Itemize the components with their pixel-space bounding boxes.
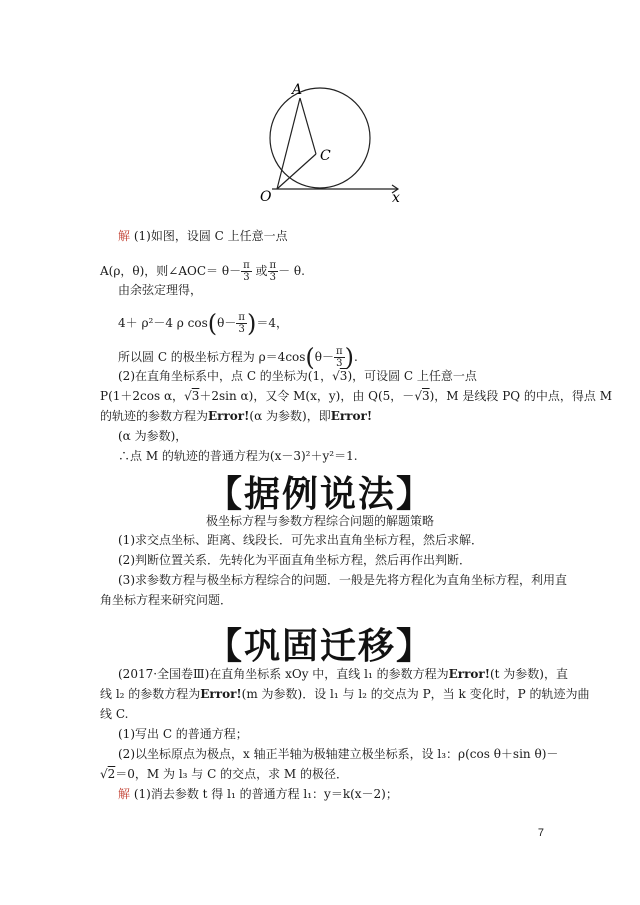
answer-line-1: 解 (1)消去参数 t 得 l₁ 的普通方程 l₁：y＝k(x－2)； — [118, 787, 398, 801]
solution-line-9: (α 为参数)， — [118, 429, 188, 443]
problem-question-1: (1)写出 C 的普通方程； — [118, 727, 248, 741]
problem-line-2: 线 l₂ 的参数方程为Error!(m 为参数)．设 l₁ 与 l₂ 的交点为 P，当 k 变化时，P 的轨迹为曲 — [100, 687, 590, 701]
problem-question-2-cont: √2＝0，M 为 l₃ 与 C 的交点，求 M 的极径． — [100, 767, 349, 781]
label-C: C — [320, 148, 331, 164]
strategy-title: 极坐标方程与参数方程综合问题的解题策略 — [205, 514, 434, 528]
problem-question-2: (2)以坐标原点为极点，x 轴正半轴为极轴建立极坐标系，设 l₃：ρ(cos θ＋sin θ)－ — [118, 747, 559, 761]
circle — [270, 88, 370, 188]
strategy-point-3-cont: 角坐标方程来研究问题． — [100, 593, 233, 607]
strategy-point-2: (2)判断位置关系．先转化为平面直角坐标方程，然后再作出判断． — [118, 553, 472, 567]
solution-line-8: 的轨迹的参数方程为Error!(α 为参数)，即Error! — [100, 409, 373, 423]
problem-line-1: (2017·全国卷Ⅲ)在直角坐标系 xOy 中，直线 l₁ 的参数方程为Error!(t 为参数)，直 — [118, 667, 568, 681]
solution-line-1: 解 (1)如图，设圆 C 上任意一点 — [118, 229, 288, 243]
label-O: O — [260, 189, 272, 205]
solution-line-7: P(1＋2cos α，√3＋2sin α)，又令 M(x，y)，由 Q(5，－√3)，M 是线段 PQ 的中点，得点 M — [100, 389, 613, 403]
answer-tag: 解 — [118, 787, 131, 801]
page-number: 7 — [537, 827, 544, 839]
strategy-point-3: (3)求参数方程与极坐标方程综合的问题．一般是先将方程化为直角坐标方程，利用直 — [118, 573, 568, 587]
solution-tag: 解 — [118, 229, 131, 243]
label-A: A — [292, 82, 303, 98]
banner-examples: 【据例说法】 — [205, 474, 434, 515]
solution-line-10: ∴点 M 的轨迹的普通方程为(x－3)²＋y²＝1. — [118, 449, 358, 463]
circle-diagram — [250, 76, 420, 216]
solution-line-3: 由余弦定理得， — [118, 283, 203, 297]
solution-line-2: A(ρ，θ)，则∠AOC＝ θ－ $\frac{\pi}{3}$ 或 $\frac{\pi}{3}$ － θ. — [100, 260, 305, 283]
label-x: x — [392, 190, 400, 206]
banner-consolidation: 【巩固迁移】 — [205, 626, 434, 667]
segment-OA — [277, 98, 300, 189]
problem-line-3: 线 C. — [100, 707, 129, 721]
solution-line-4: 4＋ ρ²－4 ρ cos(θ－ $\frac{\pi}{3}$ )＝4， — [118, 309, 288, 338]
strategy-point-1: (1)求交点坐标、距离、线段长．可先求出直角坐标方程，然后求解． — [118, 533, 484, 547]
segment-AC — [300, 98, 316, 154]
solution-line-6: (2)在直角坐标系中，点 C 的坐标为(1，√3)，可设圆 C 上任意一点 — [118, 369, 477, 383]
solution-line-5: 所以圆 C 的极坐标方程为 ρ＝4cos(θ－ $\frac{\pi}{3}$ ). — [118, 343, 358, 372]
